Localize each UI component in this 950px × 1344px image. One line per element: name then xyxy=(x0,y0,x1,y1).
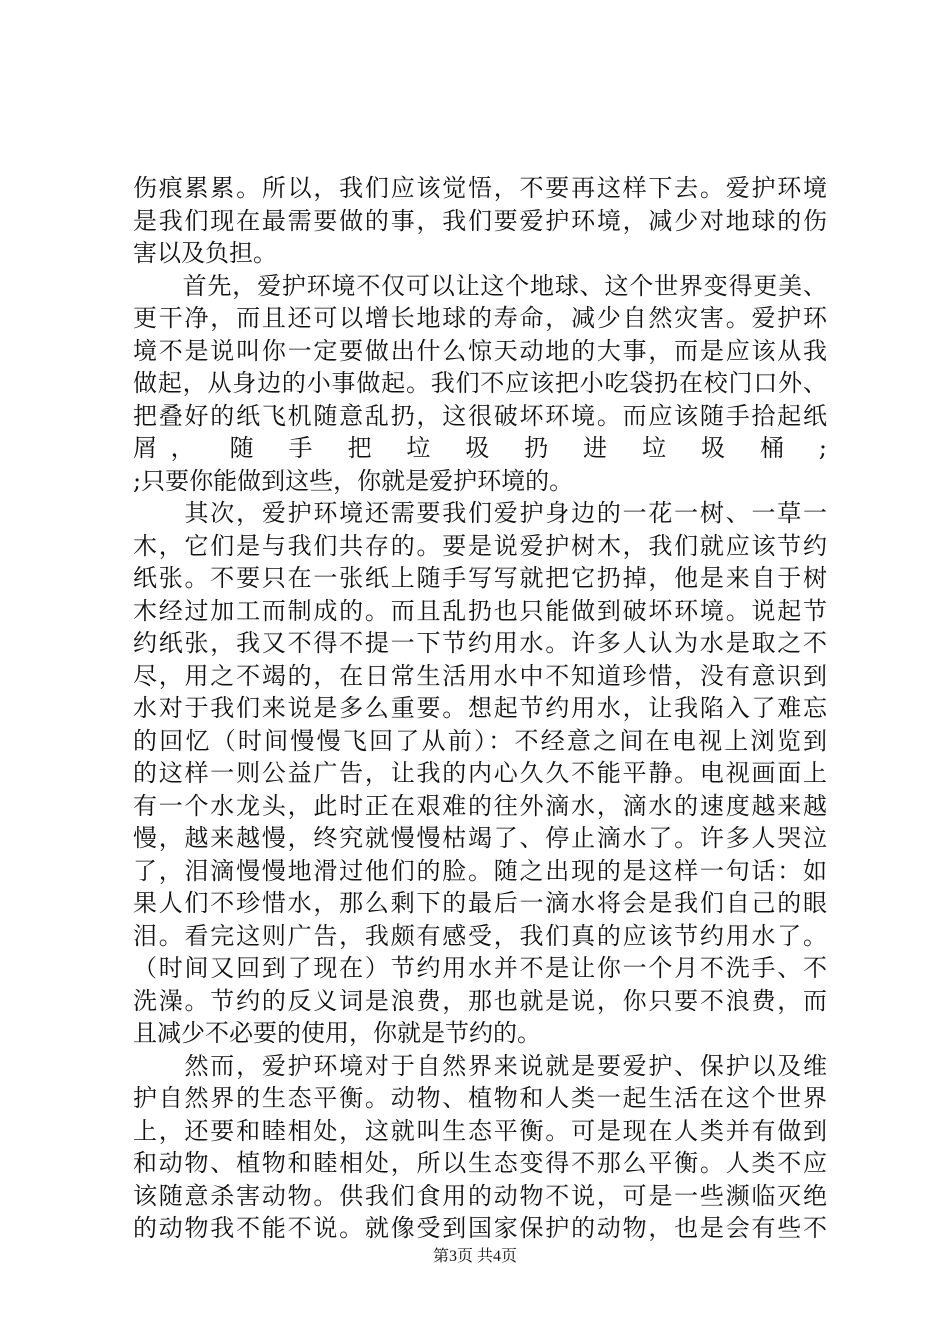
text-line: 该随意杀害动物。供我们食用的动物不说，可是一些濒临灭绝 xyxy=(133,1181,827,1210)
text-line: 慢，越来越慢，终究就慢慢枯竭了、停止滴水了。许多人哭泣 xyxy=(133,824,827,852)
text-line: ;只要你能做到这些，你就是爱护环境的。 xyxy=(133,466,574,495)
text-line: 的动物我不能不说。就像受到国家保护的动物，也是会有些不 xyxy=(133,1214,827,1242)
text-line: 更干净，而且还可以增长地球的寿命，减少自然灾害。爱护环 xyxy=(133,304,827,332)
text-line: 果人们不珍惜水，那么剩下的最后一滴水将会是我们自己的眼 xyxy=(133,889,827,917)
text-line: 的回忆（时间慢慢飞回了从前）：不经意之间在电视上浏览到 xyxy=(133,726,827,755)
text-line: 了，泪滴慢慢地滑过他们的脸。随之出现的是这样一句话：如 xyxy=(133,856,827,885)
page-number-footer: 第3页 共4页 xyxy=(432,1248,517,1265)
text-line: 境不是说叫你一定要做出什么惊天动地的大事，而是应该从我 xyxy=(133,336,827,365)
text-line: 上，还要和睦相处，这就叫生态平衡。可是现在人类并有做到 xyxy=(133,1116,827,1145)
text-line: 护自然界的生态平衡。动物、植物和人类一起生活在这个世界 xyxy=(133,1084,827,1112)
text-line: 是我们现在最需要做的事，我们要爱护环境，减少对地球的伤 xyxy=(133,206,827,235)
text-line: 其次，爱护环境还需要我们爱护身边的一花一树、一草一 xyxy=(133,499,827,527)
text-line: 有一个水龙头，此时正在艰难的往外滴水，滴水的速度越来越 xyxy=(133,791,827,820)
text-line: 木经过加工而制成的。而且乱扔也只能做到破坏环境。说起节 xyxy=(133,596,827,625)
text-line: 做起，从身边的小事做起。我们不应该把小吃袋扔在校门口外、 xyxy=(133,369,827,397)
text-line: 且减少不必要的使用，你就是节约的。 xyxy=(133,1019,541,1047)
text-line: 洗澡。节约的反义词是浪费，那也就是说，你只要不浪费，而 xyxy=(133,986,827,1015)
text-line: （时间又回到了现在）节约用水并不是让你一个月不洗手、不 xyxy=(133,954,827,982)
text-line: 约纸张，我又不得不提一下节约用水。许多人认为水是取之不 xyxy=(133,629,827,657)
text-line: 和动物、植物和睦相处，所以生态变得不那么平衡。人类不应 xyxy=(133,1149,827,1177)
text-line: 把叠好的纸飞机随意乱扔，这很破坏环境。而应该随手拾起纸 xyxy=(133,401,827,430)
text-line: 首先，爱护环境不仅可以让这个地球、这个世界变得更美、 xyxy=(133,271,827,300)
text-line: 纸张。不要只在一张纸上随手写写就把它扔掉，他是来自于树 xyxy=(133,564,827,592)
document-body xyxy=(133,172,827,1245)
text-line: 然而，爱护环境对于自然界来说就是要爱护、保护以及维 xyxy=(133,1051,827,1080)
text-line: 木，它们是与我们共存的。要是说爱护树木，我们就应该节约 xyxy=(133,531,827,560)
text-line: 屑， 随 手 把 垃 圾 扔 进 垃 圾 桶 ; xyxy=(133,434,827,462)
text-line: 泪。看完这则广告，我颇有感受，我们真的应该节约用水了。 xyxy=(133,921,827,950)
text-line: 的这样一则公益广告，让我的内心久久不能平静。电视画面上 xyxy=(133,759,827,787)
text-line: 伤痕累累。所以，我们应该觉悟，不要再这样下去。爱护环境 xyxy=(133,174,827,202)
text-line: 尽，用之不竭的，在日常生活用水中不知道珍惜，没有意识到 xyxy=(133,661,827,690)
text-line: 害以及负担。 xyxy=(133,239,277,267)
text-line: 水对于我们来说是多么重要。想起节约用水，让我陷入了难忘 xyxy=(133,694,827,722)
